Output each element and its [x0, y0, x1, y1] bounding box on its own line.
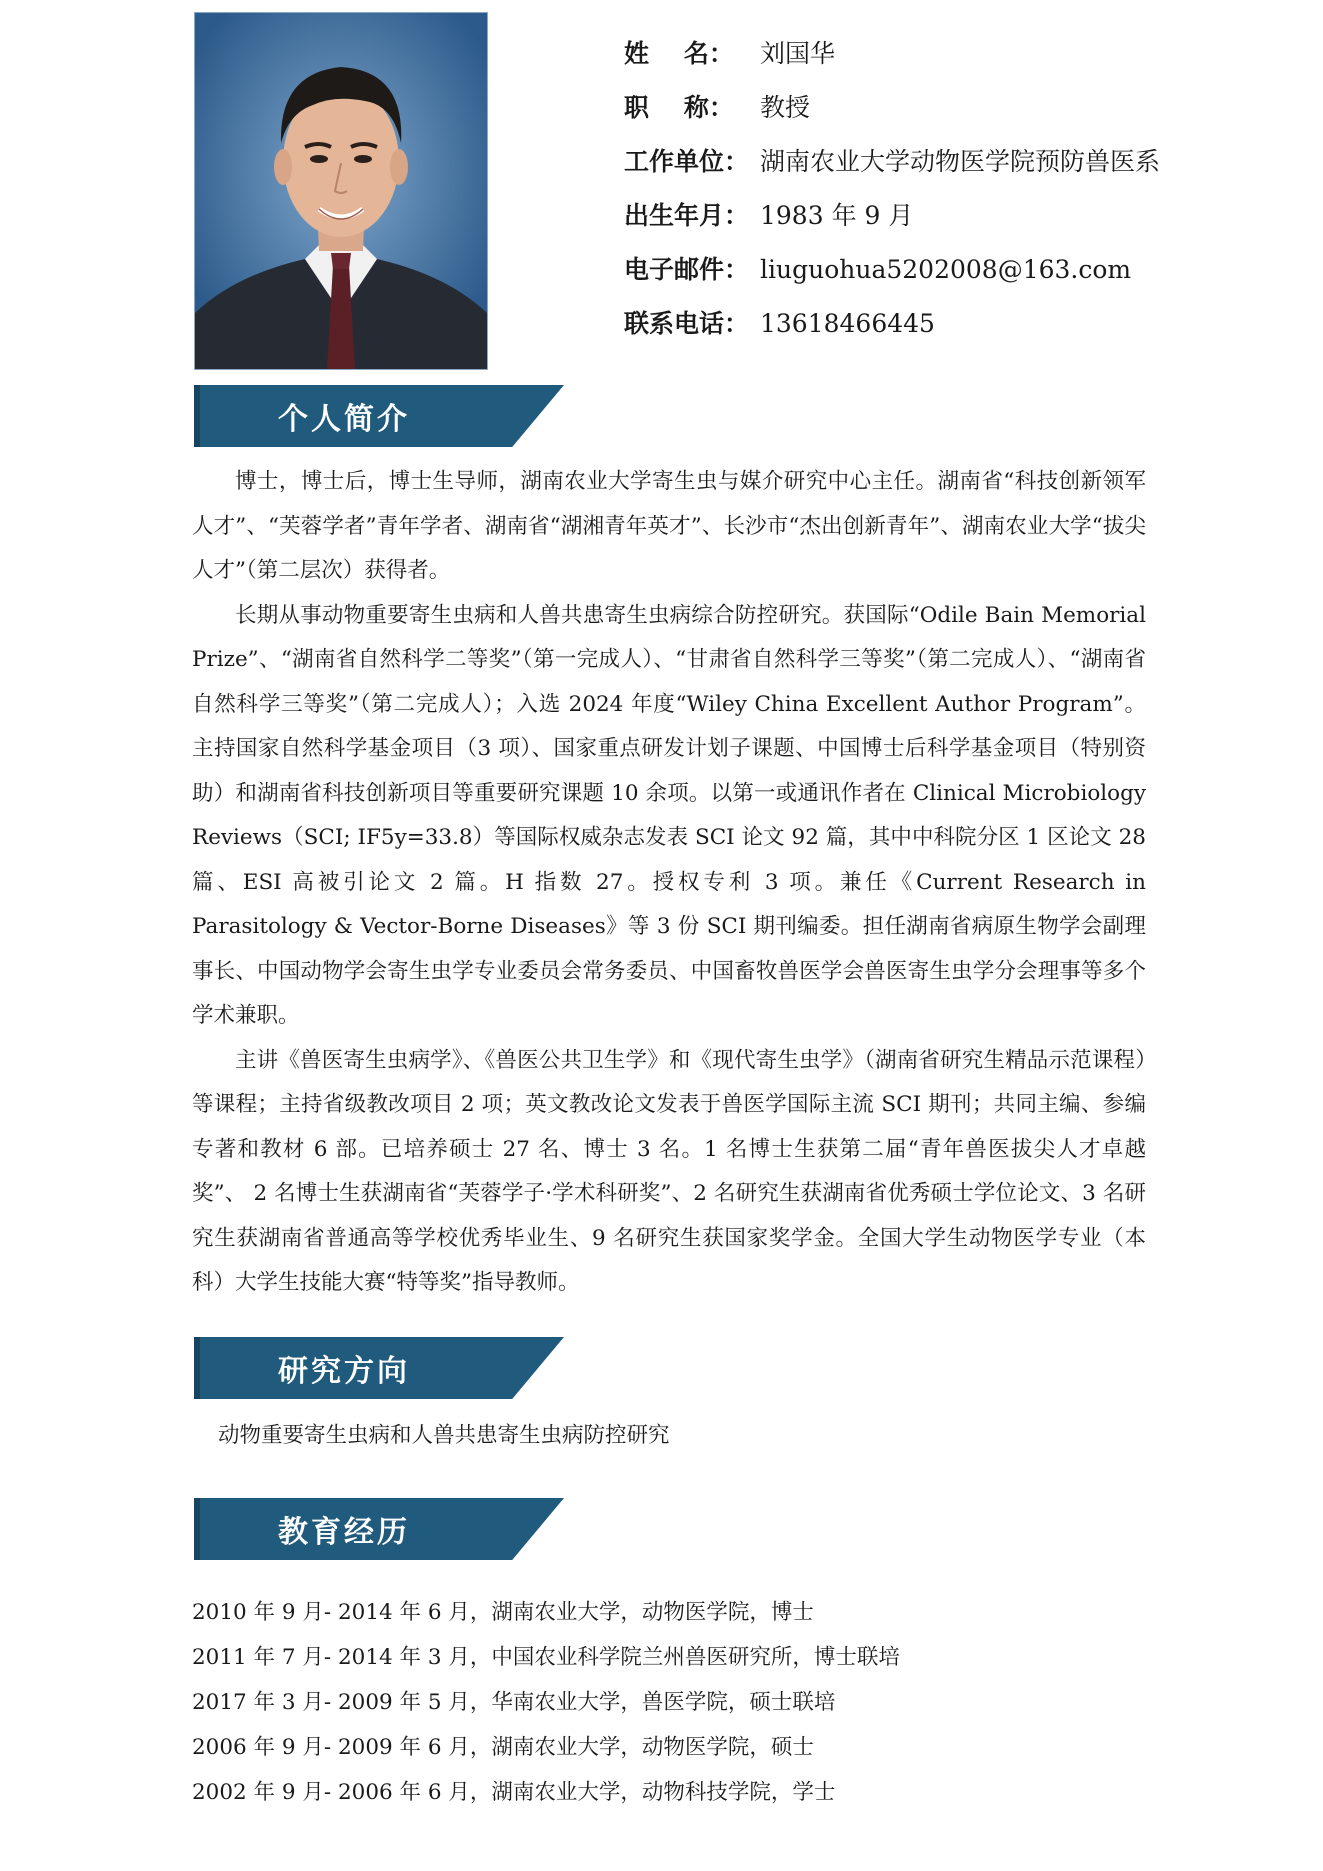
section-title-research: 研究方向 — [278, 1354, 410, 1389]
section-banner-education — [194, 1498, 564, 1560]
intro-paragraph: 主讲《兽医寄生虫病学》、《兽医公共卫生学》和《现代寄生虫学》（湖南省研究生精品示范课程）等课程；主持省级教改项目 2 项；英文教改论文发表于兽医学国际主流 SCI 期刊；共同主编、参编专著和教材 6 部。已培养硕士 27 名、博士 3 名。1 名博士生获第二届“青年兽医拔尖人才卓越奖”、 2 名博士生获湖南省“芙蓉学子·学术科研奖”、2 名研究生获湖南省优秀硕士学位论文、3 名研究生获湖南省普通高等学校优秀毕业生、9 名研究生获国家奖学金。全国大学生动物医学专业（本科）大学生技能大赛“特等奖”指导教师。 — [192, 1047, 1146, 1295]
section-title-education: 教育经历 — [278, 1515, 410, 1550]
name-value: 刘国华 — [760, 39, 836, 68]
section-banner-research — [194, 1337, 564, 1399]
education-item: 2002 年 9 月- 2006 年 6 月，湖南农业大学，动物科技学院，学士 — [192, 1780, 836, 1805]
intro-text — [192, 460, 1146, 1306]
unit-value: 湖南农业大学动物医学院预防兽医系 — [760, 147, 1161, 176]
education-item: 2011 年 7 月- 2014 年 3 月，中国农业科学院兰州兽医研究所，博士联培 — [192, 1645, 900, 1670]
email-label: 电子邮件： — [624, 255, 750, 284]
education-list — [192, 1590, 900, 1815]
education-item: 2017 年 3 月- 2009 年 5 月，华南农业大学，兽医学院，硕士联培 — [192, 1690, 836, 1715]
unit-label: 工作单位： — [624, 147, 750, 176]
section-title-intro: 个人简介 — [278, 402, 410, 437]
birth-value: 1983 年 9 月 — [760, 201, 914, 230]
phone-row — [624, 304, 1160, 358]
name-label: 姓 名： — [624, 39, 734, 68]
research-direction: 动物重要寄生虫病和人兽共患寄生虫病防控研究 — [218, 1423, 670, 1448]
unit-row — [624, 142, 1160, 196]
education-item: 2006 年 9 月- 2009 年 6 月，湖南农业大学，动物医学院，硕士 — [192, 1735, 814, 1760]
phone-value: 13618466445 — [760, 309, 935, 338]
title-row — [624, 88, 1160, 142]
portrait-photo — [194, 12, 488, 370]
section-banner-intro — [194, 385, 564, 447]
title-label: 职 称： — [624, 93, 734, 122]
email-row — [624, 250, 1160, 304]
intro-paragraph: 长期从事动物重要寄生虫病和人兽共患寄生虫病综合防控研究。获国际“Odile Bain Memorial Prize”、“湖南省自然科学二等奖”（第一完成人）、“甘肃省自然科学三等奖”（第二完成人）、“湖南省自然科学三等奖”（第二完成人）；入选 2024 年度“Wiley China Excellent Author Program”。主持国家自然科学基金项目（3 项）、国家重点研发计划子课题、中国博士后科学基金项目（特别资助）和湖南省科技创新项目等重要研究课题 10 余项。以第一或通讯作者在 Clinical Microbiology Reviews（SCI; IF5y=33.8）等国际权威杂志发表 SCI 论文 92 篇，其中中科院分区 1 区论文 28 篇、ESI 高被引论文 2 篇。H 指数 27。授权专利 3 项。兼任《Current Research in Parasitology & Vector-Borne Diseases》等 3 份 SCI 期刊编委。担任湖南省病原生物学会副理事长、中国动物学会寄生虫学专业委员会常务委员、中国畜牧兽医学会兽医寄生虫学分会理事等多个学术兼职。 — [192, 602, 1146, 1028]
birth-label: 出生年月： — [624, 201, 750, 230]
education-item: 2010 年 9 月- 2014 年 6 月，湖南农业大学，动物医学院，博士 — [192, 1600, 814, 1625]
intro-paragraph: 博士，博士后，博士生导师，湖南农业大学寄生虫与媒介研究中心主任。湖南省“科技创新领军人才”、“芙蓉学者”青年学者、湖南省“湖湘青年英才”、长沙市“杰出创新青年”、湖南农业大学“拔尖人才”（第二层次）获得者。 — [192, 469, 1146, 583]
birth-row — [624, 196, 1160, 250]
phone-label: 联系电话： — [624, 309, 750, 338]
email-value[interactable]: liuguohua5202008@163.com — [760, 255, 1132, 284]
name-row — [624, 34, 1160, 88]
profile-info — [624, 34, 1160, 358]
title-value: 教授 — [760, 93, 811, 122]
